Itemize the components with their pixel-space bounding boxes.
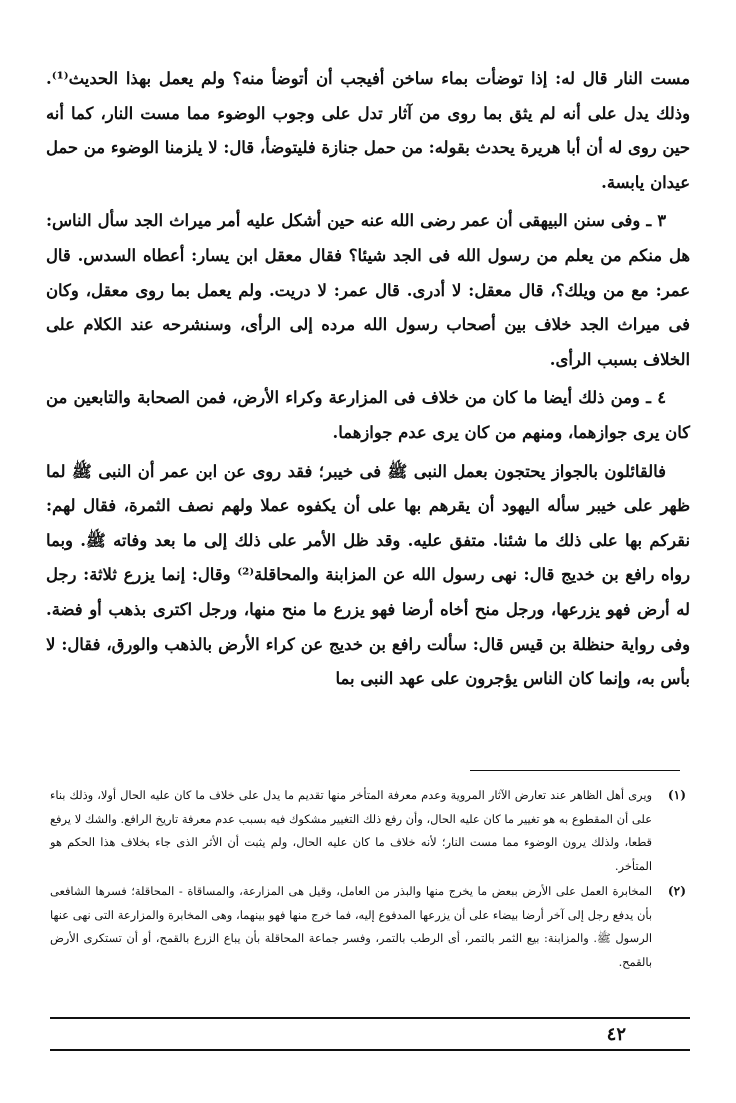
- footnote-1: [50, 784, 686, 878]
- footnote-text: ويرى أهل الظاهر عند تعارض الآثار المروية وعدم معرفة المتأخر منها تقديم ما يدل على خلاف ما كان عليه الحال أولا، وذلك بناء على أن المقطوع به هو تغيير ما كان عليه الحال، وأن رفع ذلك التغيير مشكوك فيه بسبب عدم معرفة تاريخ الرافع. والشك لا يرفع قطعا، ولذلك يرون الوضوء مما مست النار؛ لأنه خلاف ما كان عليه الحال، ولم يثبت أن الأثر الذى جاء بخلاف هذا الحكم هو المتأخر.: [50, 788, 652, 873]
- main-text: [46, 62, 690, 697]
- paragraph-4: فالقائلون بالجواز يحتجون بعمل النبى ﷺ فى خيبر؛ فقد روى عن ابن عمر أن النبى ﷺ لما ظهر على خيبر سأله اليهود أن يقرهم بها على أن يكفوه عملا ولهم نصف الثمرة، فقال لهم: نقركم بها على ذلك ما شئنا. متفق عليه. وقد ظل الأمر على ذلك إلى ما بعد وفاته ﷺ. وبما رواه رافع بن خديج قال: نهى رسول الله عن المزابنة والمحاقلة⁽²⁾ وقال: إنما يزرع ثلاثة: رجل له أرض فهو يزرعها، ورجل منح أخاه أرضا فهو يزرع ما منح منها، ورجل اكترى بذهب أو فضة. وفى رواية حنظلة بن قيس قال: سألت رافع بن خديج عن كراء الأرض بالذهب والورق، فقال: لا بأس به، وإنما كان الناس يؤجرون على عهد النبى بما: [46, 461, 690, 689]
- footer-rule-bottom: [50, 1049, 690, 1051]
- paragraph-1: مست النار قال له: إذا توضأت بماء ساخن أفيجب أن أتوضأ منه؟ ولم يعمل بهذا الحديث⁽¹⁾. وذلك يدل على أنه لم يثق بما روى من آثار تدل على وجوب الوضوء مما مست النار، كما أنه حين روى له أن أبا هريرة يحدث بقوله: من حمل جنازة فليتوضأ، قال: لا يلزمنا الوضوء من حمل عيدان يابسة.: [46, 69, 690, 192]
- footnote-separator: [470, 770, 680, 771]
- footnote-number: (١): [667, 788, 686, 802]
- footnote-text: المخابرة العمل على الأرض ببعض ما يخرج منها والبذر من العامل، وقيل هى المزارعة، والمساقاة - المحاقلة؛ فسرها الشافعى بأن يدفع رجل إلى آخر أرضا بيضاء على أن يزرعها المدفوع إليه، فما خرج منها فهو بينهما، وهى المخابرة والمزارعة التى نهى عنها الرسول ﷺ. والمزابنة: بيع الثمر بالتمر، أى الرطب بالتمر، وفسر جماعة المحاقلة بأن يباع الزرع بالقمح، أو أن تستكرى الأرض بالقمح.: [50, 884, 652, 969]
- footnotes: [50, 784, 686, 976]
- footer-rule-top: [50, 1017, 690, 1019]
- paragraph-2: ٣ ـ وفى سنن البيهقى أن عمر رضى الله عنه حين أشكل عليه أمر ميراث الجد سأل الناس: هل منكم من يعلم من رسول الله فى الجد شيئا؟ فقال معقل ابن يسار: أعطاه السدس. قال عمر: مع من ويلك؟، قال معقل: لا أدرى. قال عمر: لا دريت. ولم يعمل بما روى معقل، وكان فى ميراث الجد خلاف بين أصحاب رسول الله مرده إلى الرأى، وسنشرحه عند الكلام على الخلاف بسبب الرأى.: [46, 211, 690, 369]
- paragraph-3: ٤ ـ ومن ذلك أيضا ما كان من خلاف فى المزارعة وكراء الأرض، فمن الصحابة والتابعين من كان يرى جوازهما، ومنهم من كان يرى عدم جوازهما.: [46, 388, 690, 442]
- page-number: ٤٢: [606, 1024, 626, 1045]
- footnote-number: (٢): [667, 884, 686, 898]
- footnote-2: [50, 880, 686, 974]
